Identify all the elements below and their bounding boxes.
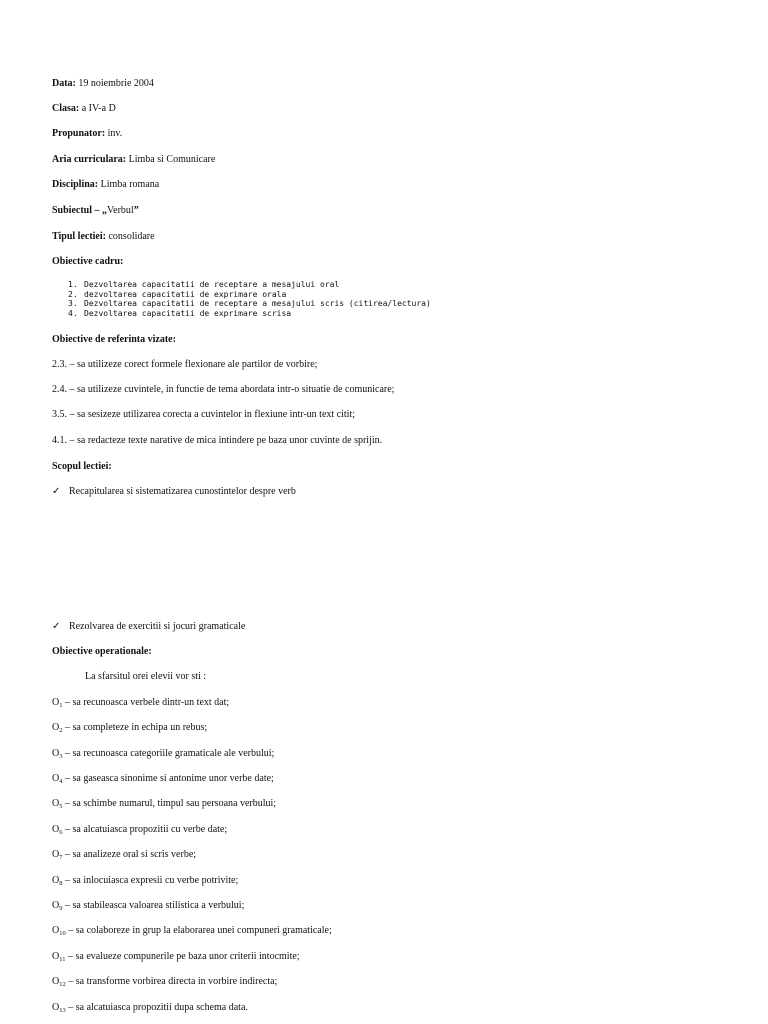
checkmark-icon: ✓: [52, 486, 61, 497]
objective-row: $O_9$ – sa stabileasca valoarea stilistica a verbului;: [52, 900, 245, 912]
objective-row: $O_{10}$ – sa colaboreze in grup la elaborarea unei compuneri gramaticale;: [52, 925, 332, 937]
section-heading-operationale: Obiective operationale:: [52, 646, 152, 657]
field-label: Disciplina:: [52, 179, 99, 190]
field-value: Limba si Comunicare: [126, 154, 216, 165]
field-tipul: [52, 231, 155, 243]
list-item: 2.3. – sa utilizeze corect formele flexionare ale partilor de vorbire;: [52, 359, 318, 370]
field-label: Clasa:: [52, 103, 80, 114]
field-propunator: [52, 128, 122, 140]
objective-row: $O_3$ – sa recunoasca categoriile gramaticale ale verbului;: [52, 748, 275, 760]
field-value: 19 noiembrie 2004: [75, 78, 154, 89]
objective-row: $O_6$ – sa alcatuiasca propozitii cu verbe date;: [52, 824, 228, 836]
list-item: 4.1. – sa redacteze texte narative de mica intindere pe baza unor cuvinte de sprijin.: [52, 435, 383, 446]
list-item: 1. Dezvoltarea capacitatii de receptare a mesajului oral: [68, 280, 340, 289]
field-value: consolidare: [105, 231, 155, 242]
field-disciplina: [52, 179, 159, 191]
objective-row: $O_{11}$ – sa evalueze compunerile pe baza unor criterii intocmite;: [52, 951, 300, 963]
field-data: [52, 78, 154, 90]
field-label: Data:: [52, 78, 76, 89]
field-end: ”: [133, 205, 139, 216]
field-label: Propunator:: [52, 128, 106, 139]
objective-row: $O_{12}$ – sa transforme vorbirea directa in vorbire indirecta;: [52, 976, 278, 988]
objective-row: $O_7$ – sa analizeze oral si scris verbe;: [52, 849, 197, 861]
field-clasa: [52, 103, 116, 115]
section-heading-scopul: Scopul lectiei:: [52, 461, 112, 472]
list-item: 2. dezvoltarea capacitatii de exprimare orala: [68, 289, 287, 299]
section-heading-cadru: Obiective cadru:: [52, 256, 124, 267]
objective-row: $O_5$ – sa schimbe numarul, timpul sau persoana verbului;: [52, 798, 277, 810]
field-value: Limba romana: [98, 179, 160, 190]
field-subiectul: [52, 205, 139, 217]
list-item: 4. Dezvoltarea capacitatii de exprimare scrisa: [68, 308, 292, 318]
list-item: 3. Dezvoltarea capacitatii de receptare a mesajului scris (citirea/lectura): [68, 299, 431, 308]
field-label: Aria curriculara:: [52, 154, 127, 165]
field-value: inv.: [105, 128, 123, 139]
objective-row: $O_{13}$ – sa alcatuiasca propozitii dupa schema data.: [52, 1002, 248, 1014]
field-value: a IV-a D: [79, 103, 116, 114]
list-item: 2.4. – sa utilizeze cuvintele, in functie de tema abordata intr-o situatie de comunicare;: [52, 384, 395, 395]
list-item: ✓ Recapitularea si sistematizarea cunostintelor despre verb: [52, 486, 296, 497]
objective-row: $O_4$ – sa gaseasca sinonime si antonime unor verbe date;: [52, 773, 274, 785]
checkmark-icon: ✓: [52, 621, 61, 632]
field-aria: [52, 154, 215, 166]
list-item: 3.5. – sa sesizeze utilizarea corecta a cuvintelor in flexiune intr-un text citit;: [52, 409, 356, 420]
objective-row: $O_1$ – sa recunoasca verbele dintr-un text dat;: [52, 697, 230, 709]
field-label: Subiectul – „: [52, 205, 108, 216]
section-heading-referinta: Obiective de referinta vizate:: [52, 334, 176, 345]
objective-row: $O_8$ – sa inlocuiasca expresii cu verbe potrivite;: [52, 875, 239, 887]
field-label: Tipul lectiei:: [52, 231, 106, 242]
list-item: ✓ Rezolvarea de exercitii si jocuri gramaticale: [52, 621, 246, 632]
objective-row: $O_2$ – sa completeze in echipa un rebus;: [52, 722, 208, 734]
field-value: Verbul: [107, 205, 134, 216]
intro-text: La sfarsitul orei elevii vor sti :: [85, 671, 207, 682]
